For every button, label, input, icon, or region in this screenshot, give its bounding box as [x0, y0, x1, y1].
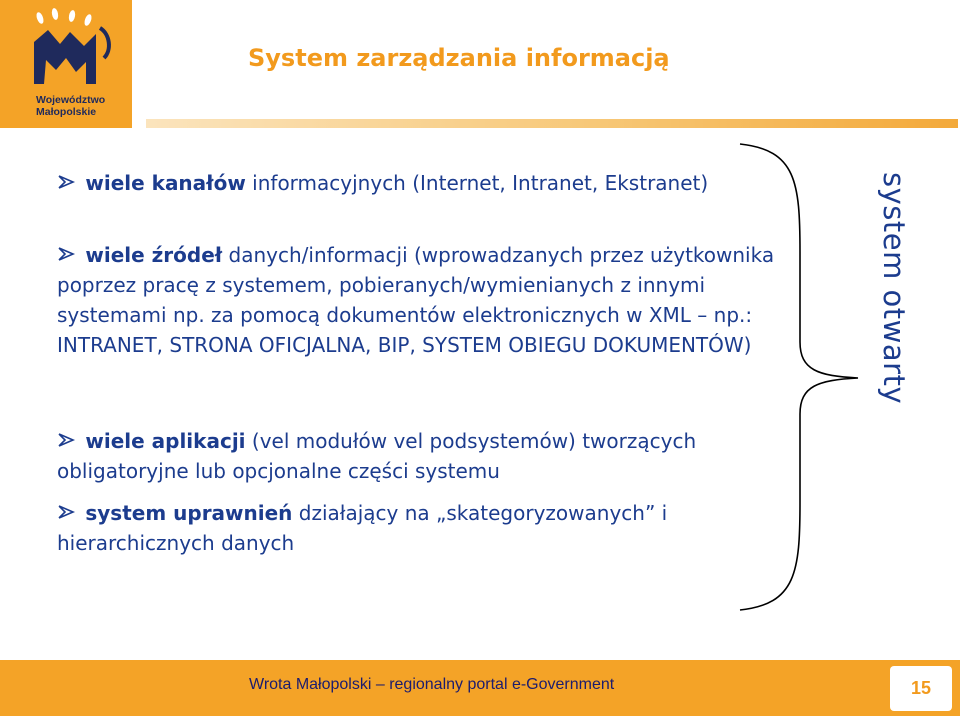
bullet-text: (vel modułów vel podsystemów) tworzących obligatoryjne lub opcjonalne części systemu — [57, 429, 697, 483]
logo-line-2: Małopolskie — [36, 106, 97, 118]
bullet-text: danych/informacji (wprowadzanych przez użytkownika poprzez pracę z systemem, pobieranych/wymienianych z innymi systemami np. za pomocą dokumentów elektronicznych w XML – np.: INTRANET, STRONA OFICJALNA, BIP, SYSTEM OBIEGU DOKUMENTÓW) — [57, 243, 775, 357]
bullet-sources — [57, 240, 777, 360]
bullet-bold: wiele aplikacji — [85, 429, 246, 453]
bullet-bold: wiele źródeł — [85, 243, 223, 267]
footer-bar — [0, 660, 960, 716]
bullet-text: informacyjnych (Internet, Intranet, Ekstranet) — [245, 171, 709, 195]
bullet-permissions — [57, 498, 777, 558]
bullet-bold: system uprawnień — [85, 501, 293, 525]
bullet-channels — [57, 168, 777, 198]
bullet-bold: wiele kanałów — [85, 171, 246, 195]
title-underline-bar — [146, 119, 958, 128]
page-number-box — [890, 666, 952, 711]
arrow-bullet-icon — [57, 168, 79, 198]
arrow-bullet-icon — [57, 240, 79, 270]
bullet-applications — [57, 426, 777, 486]
side-label: system otwarty — [877, 172, 911, 405]
logo-text — [36, 94, 105, 118]
arrow-bullet-icon — [57, 498, 79, 528]
footer-text: Wrota Małopolski – regionalny portal e-Government — [249, 676, 615, 693]
logo-line-1: Województwo — [36, 94, 106, 106]
logo — [0, 0, 132, 128]
arrow-bullet-icon — [57, 426, 79, 456]
curly-brace-icon — [738, 142, 868, 612]
page-number: 15 — [910, 678, 932, 698]
slide-title: System zarządzania informacją — [248, 44, 670, 72]
bullet-text: działający na „skategoryzowanych” i hierarchicznych danych — [57, 501, 668, 555]
